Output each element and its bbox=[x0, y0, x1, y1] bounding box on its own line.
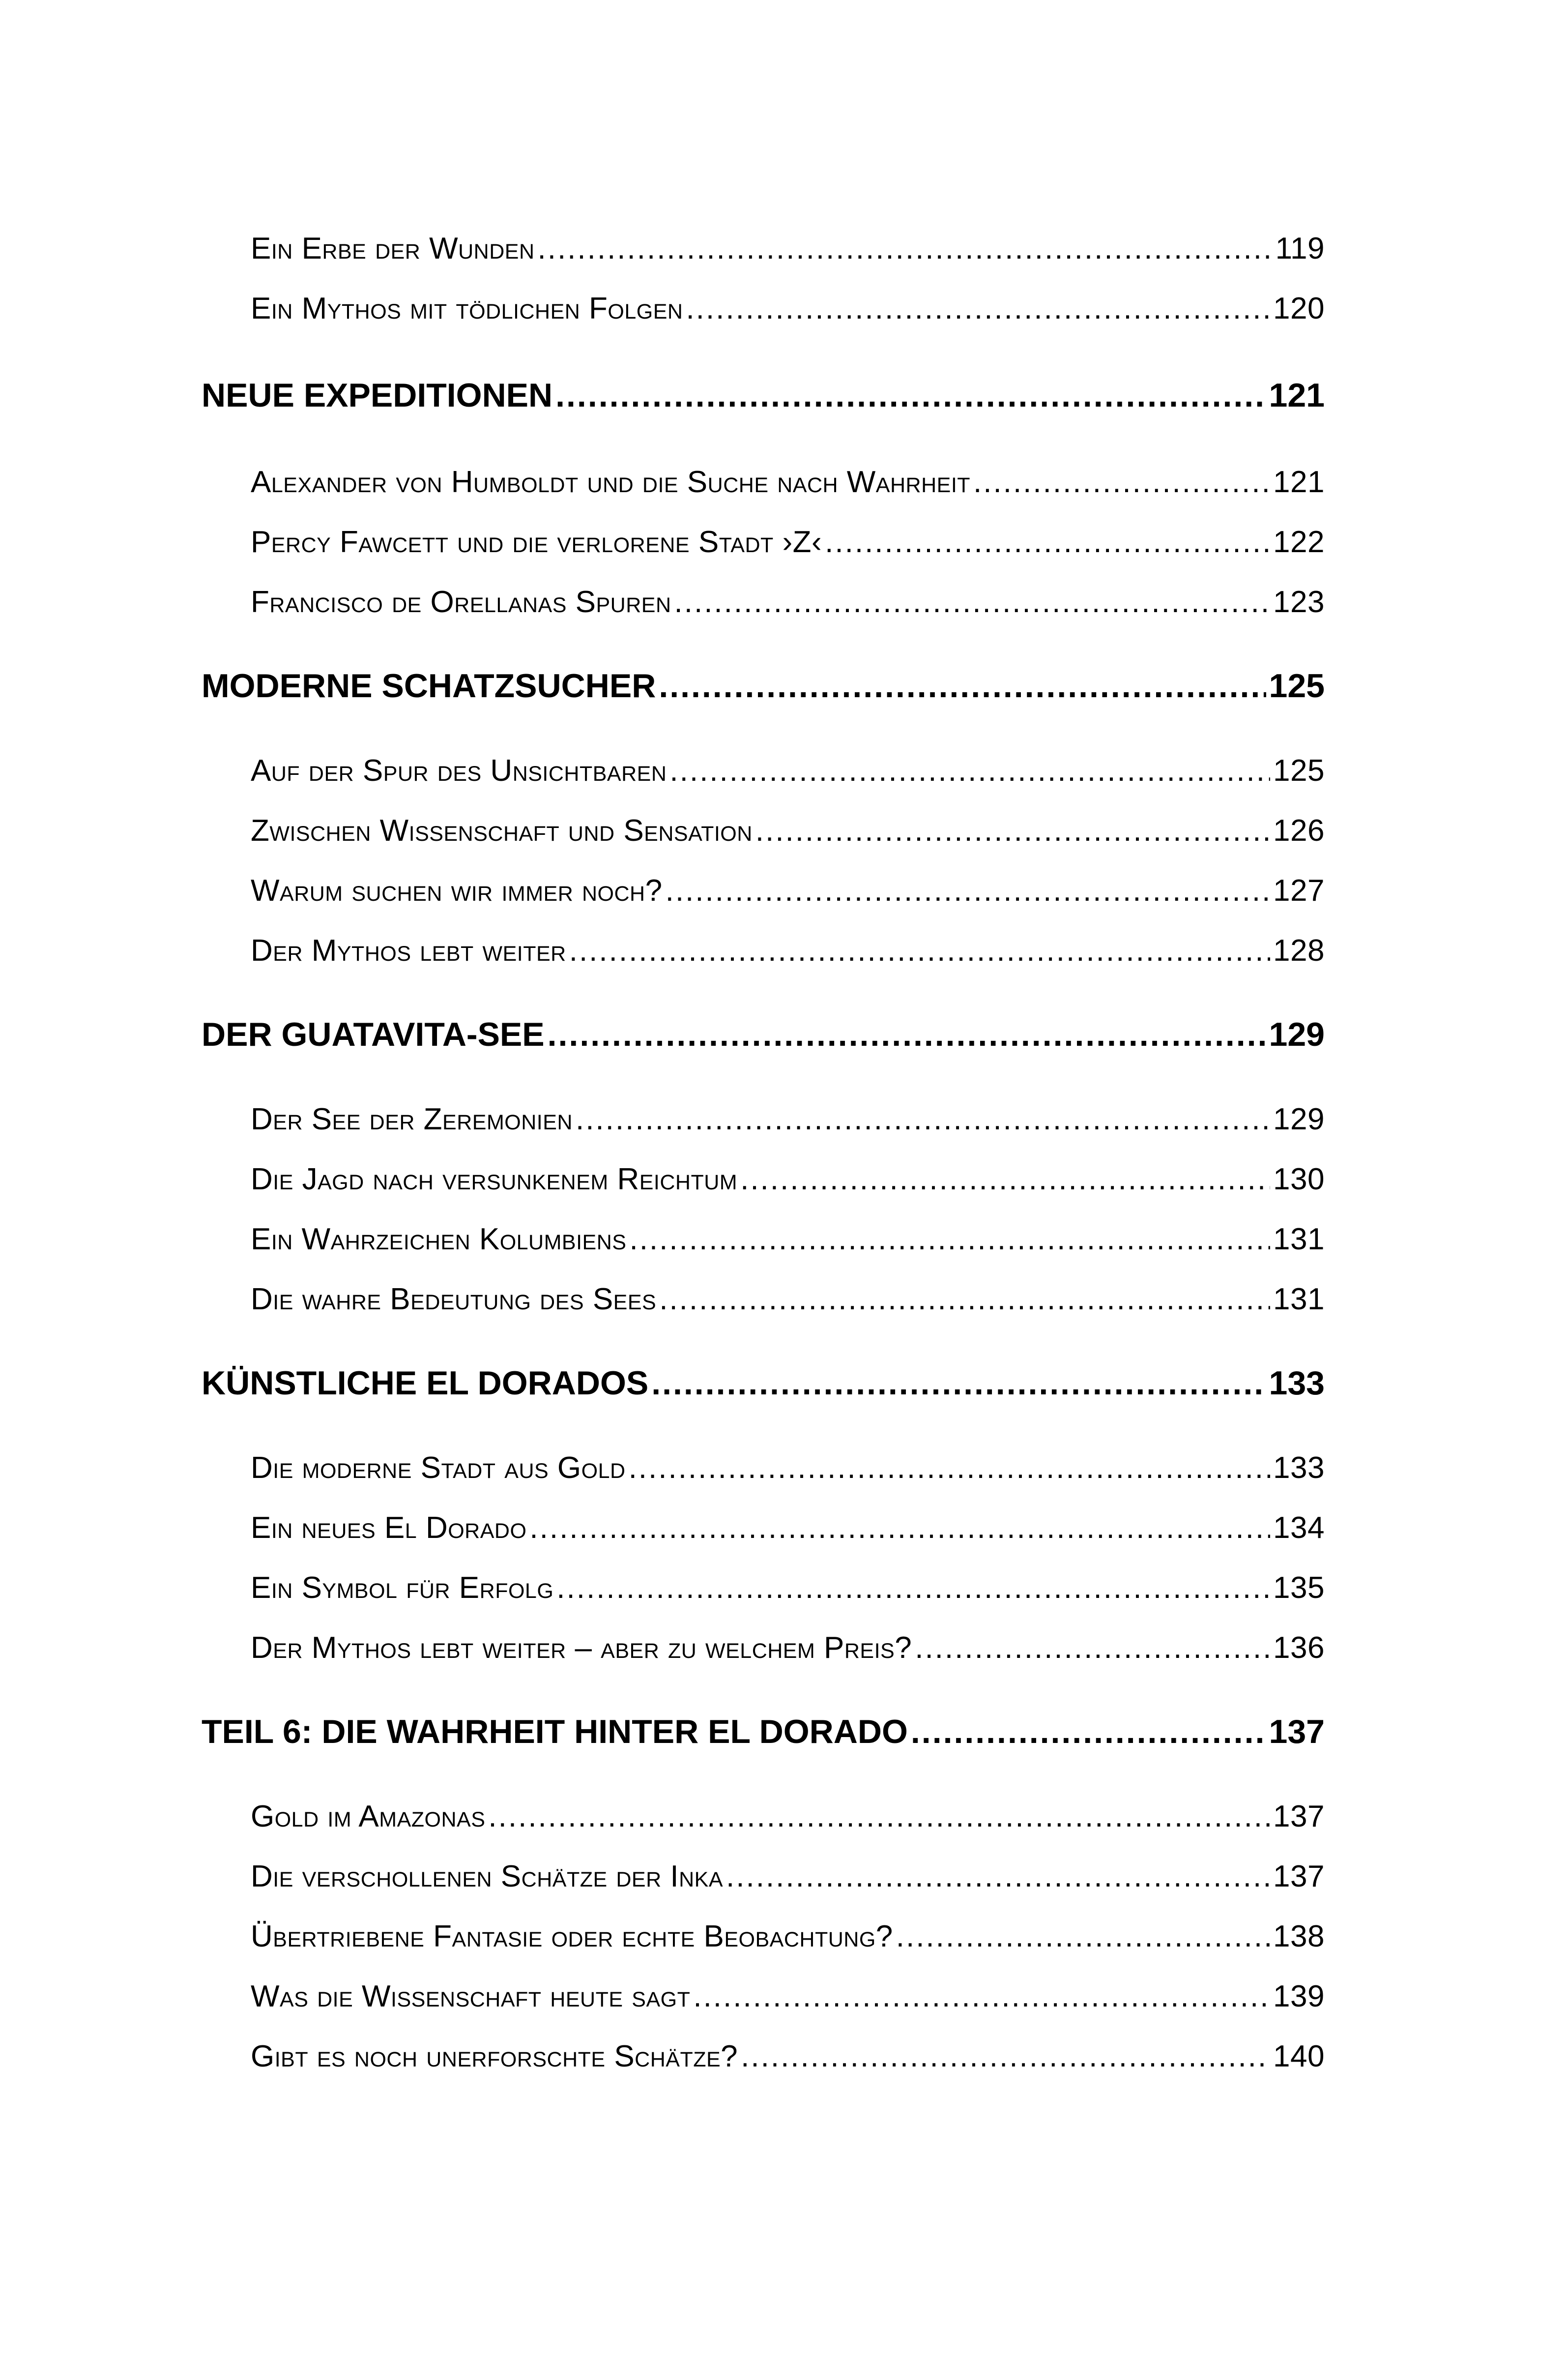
toc-entry-page: 129 bbox=[1273, 1102, 1325, 1136]
dot-leader bbox=[629, 1450, 1270, 1485]
toc-entry bbox=[251, 465, 1325, 500]
dot-leader bbox=[740, 1162, 1270, 1197]
toc-entry-title: Der Mythos lebt weiter bbox=[251, 934, 566, 968]
toc-chapter-page: 125 bbox=[1269, 667, 1325, 705]
toc-entry-title: Ein Mythos mit tödlichen Folgen bbox=[251, 292, 683, 325]
dot-leader bbox=[629, 1222, 1270, 1257]
toc-entry-title: Percy Fawcett und die verlorene Stadt ›Z‹ bbox=[251, 525, 822, 559]
toc-chapter-title: MODERNE SCHATZSUCHER bbox=[202, 667, 656, 705]
dot-leader bbox=[825, 525, 1270, 560]
toc-chapter-page: 133 bbox=[1269, 1364, 1325, 1402]
toc-entry-page: 136 bbox=[1273, 1631, 1325, 1665]
toc-entry-title: Francisco de Orellanas Spuren bbox=[251, 585, 671, 619]
toc-chapter bbox=[202, 1712, 1325, 1751]
dot-leader bbox=[911, 1712, 1266, 1751]
toc-chapter-page: 121 bbox=[1269, 377, 1325, 414]
toc-chapter bbox=[202, 1015, 1325, 1054]
toc-entry bbox=[251, 585, 1325, 620]
dot-leader bbox=[726, 1859, 1270, 1894]
toc-entry bbox=[251, 1630, 1325, 1665]
dot-leader bbox=[896, 1919, 1270, 1954]
dot-leader bbox=[488, 1799, 1270, 1834]
toc-entry bbox=[251, 873, 1325, 908]
toc-entry-title: Alexander von Humboldt und die Suche nach Wahrheit bbox=[251, 465, 971, 499]
toc-entry-title: Ein Symbol für Erfolg bbox=[251, 1571, 554, 1605]
dot-leader bbox=[666, 873, 1270, 908]
toc-entry-title: Auf der Spur des Unsichtbaren bbox=[251, 754, 667, 788]
toc-entry bbox=[251, 1979, 1325, 2014]
toc-entry-page: 126 bbox=[1273, 814, 1325, 848]
toc-entry bbox=[251, 1570, 1325, 1605]
toc-entry-title: Die verschollenen Schätze der Inka bbox=[251, 1859, 724, 1893]
toc-entry bbox=[251, 813, 1325, 848]
dot-leader bbox=[659, 667, 1266, 705]
toc-entry bbox=[251, 1222, 1325, 1257]
toc-chapter-title: KÜNSTLICHE EL DORADOS bbox=[202, 1364, 649, 1402]
toc-entry-page: 140 bbox=[1273, 2039, 1325, 2073]
dot-leader bbox=[659, 1282, 1270, 1317]
toc-entry-title: Der See der Zeremonien bbox=[251, 1102, 573, 1136]
toc-entry bbox=[251, 2039, 1325, 2074]
dot-leader bbox=[741, 2039, 1270, 2074]
toc-entry-title: Übertriebene Fantasie oder echte Beobachtung? bbox=[251, 1919, 893, 1953]
dot-leader bbox=[576, 1102, 1270, 1137]
toc-entry bbox=[251, 525, 1325, 560]
toc-chapter-page: 137 bbox=[1269, 1713, 1325, 1750]
toc-chapter bbox=[202, 667, 1325, 705]
dot-leader bbox=[538, 231, 1273, 266]
toc-entry-title: Die Jagd nach versunkenem Reichtum bbox=[251, 1162, 738, 1196]
dot-leader bbox=[529, 1510, 1270, 1545]
toc-entry-title: Ein neues El Dorado bbox=[251, 1511, 527, 1545]
toc-entry-page: 122 bbox=[1273, 525, 1325, 559]
toc-entry-page: 139 bbox=[1273, 1979, 1325, 2013]
toc-entry bbox=[251, 231, 1325, 266]
dot-leader bbox=[556, 1570, 1270, 1605]
dot-leader bbox=[686, 291, 1270, 326]
dot-leader bbox=[973, 465, 1270, 500]
dot-leader bbox=[674, 585, 1271, 620]
toc-entry bbox=[251, 1510, 1325, 1545]
toc-chapter bbox=[202, 1364, 1325, 1402]
toc-chapter-title: TEIL 6: DIE WAHRHEIT HINTER EL DORADO bbox=[202, 1713, 908, 1750]
toc-entry-page: 128 bbox=[1273, 934, 1325, 968]
toc-entry-title: Die moderne Stadt aus Gold bbox=[251, 1451, 626, 1485]
toc-entry-page: 119 bbox=[1275, 232, 1325, 266]
toc-entry-page: 135 bbox=[1273, 1571, 1325, 1605]
toc-entry-page: 137 bbox=[1273, 1859, 1325, 1893]
toc-entry bbox=[251, 1799, 1325, 1834]
toc-entry bbox=[251, 1282, 1325, 1317]
toc-entry bbox=[251, 1102, 1325, 1137]
dot-leader bbox=[915, 1630, 1270, 1665]
toc-entry-title: Die wahre Bedeutung des Sees bbox=[251, 1282, 657, 1316]
toc-entry-page: 137 bbox=[1273, 1800, 1325, 1833]
toc-entry-title: Ein Wahrzeichen Kolumbiens bbox=[251, 1222, 627, 1256]
toc-entry-page: 123 bbox=[1273, 585, 1325, 619]
toc-entry-page: 138 bbox=[1273, 1919, 1325, 1953]
toc-entry bbox=[251, 1859, 1325, 1894]
dot-leader bbox=[669, 753, 1270, 788]
toc-entry-page: 120 bbox=[1273, 292, 1325, 325]
toc-entry-page: 134 bbox=[1273, 1511, 1325, 1545]
toc-chapter-page: 129 bbox=[1269, 1016, 1325, 1053]
toc-entry-title: Was die Wissenschaft heute sagt bbox=[251, 1979, 691, 2013]
toc-entry bbox=[251, 1162, 1325, 1197]
dot-leader bbox=[548, 1015, 1266, 1054]
toc-entry-title: Gibt es noch unerforschte Schätze? bbox=[251, 2039, 738, 2073]
toc-entry bbox=[251, 1450, 1325, 1485]
toc-entry-page: 125 bbox=[1273, 754, 1325, 788]
toc-entry bbox=[251, 291, 1325, 326]
dot-leader bbox=[569, 933, 1270, 968]
toc-entry-title: Gold im Amazonas bbox=[251, 1800, 486, 1833]
toc-chapter bbox=[202, 376, 1325, 414]
toc-entry-page: 133 bbox=[1273, 1451, 1325, 1485]
toc-entry-page: 127 bbox=[1273, 874, 1325, 908]
toc-entry bbox=[251, 753, 1325, 788]
toc-entry-page: 131 bbox=[1273, 1222, 1325, 1256]
toc-entry-page: 121 bbox=[1273, 465, 1325, 499]
toc-entry-title: Ein Erbe der Wunden bbox=[251, 232, 535, 266]
dot-leader bbox=[693, 1979, 1270, 2014]
dot-leader bbox=[755, 813, 1270, 848]
toc-entry-title: Zwischen Wissenschaft und Sensation bbox=[251, 814, 753, 848]
dot-leader bbox=[555, 376, 1266, 414]
toc-entry bbox=[251, 1919, 1325, 1954]
toc-entry bbox=[251, 933, 1325, 968]
toc-chapter-title: DER GUATAVITA-SEE bbox=[202, 1016, 545, 1053]
dot-leader bbox=[651, 1364, 1266, 1402]
toc-entry-page: 130 bbox=[1273, 1162, 1325, 1196]
toc-entry-title: Warum suchen wir immer noch? bbox=[251, 874, 663, 908]
toc-entry-page: 131 bbox=[1273, 1282, 1325, 1316]
toc-chapter-title: NEUE EXPEDITIONEN bbox=[202, 377, 553, 414]
toc-entry-title: Der Mythos lebt weiter – aber zu welchem Preis? bbox=[251, 1631, 912, 1665]
